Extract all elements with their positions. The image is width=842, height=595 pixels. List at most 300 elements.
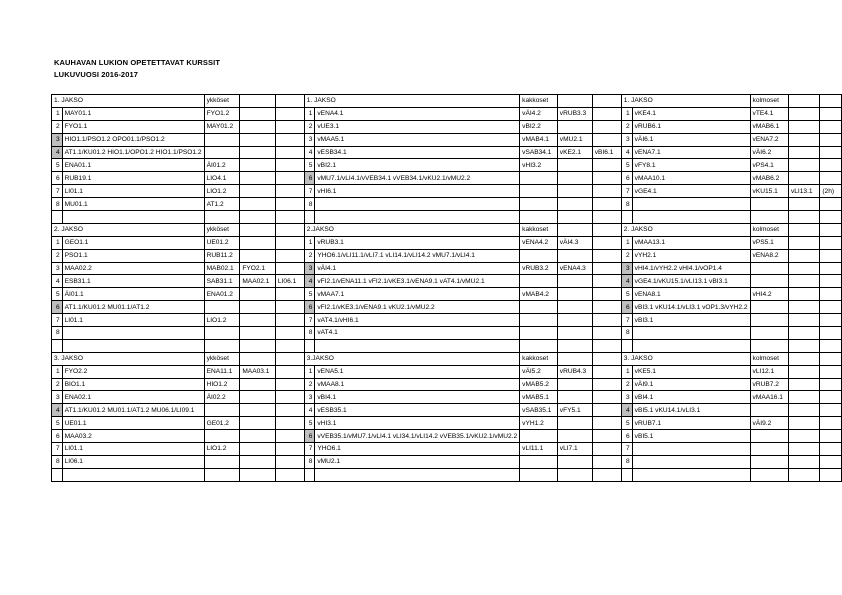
course-cell (592, 185, 621, 198)
course-cell (820, 314, 842, 327)
course-cell (788, 249, 819, 262)
course-cell (204, 455, 240, 468)
course-cell: ENA11.1 (204, 365, 240, 378)
slot-number: 2 (304, 378, 315, 391)
course-cell: UE01.2 (204, 236, 240, 249)
slot-number: 1 (304, 107, 315, 120)
table-row (52, 159, 842, 172)
period-label: 2. JAKSO (621, 223, 750, 236)
course-cell: GEO1.1 (62, 236, 204, 249)
table-cell (304, 339, 315, 352)
course-cell (820, 455, 842, 468)
slot-number: 2 (52, 120, 63, 133)
table-cell (632, 339, 750, 352)
slot-number: 4 (621, 275, 632, 288)
course-cell: UE01.1 (62, 417, 204, 430)
course-cell (788, 133, 819, 146)
course-cell (275, 107, 304, 120)
slot-number: 2 (621, 378, 632, 391)
course-cell: vESB35.1 (315, 404, 520, 417)
slot-number: 8 (52, 327, 63, 340)
course-cell (275, 443, 304, 456)
course-cell (557, 314, 592, 327)
course-cell: vBI2.2 (520, 120, 558, 133)
course-cell (788, 236, 819, 249)
course-cell: vSAB34.1 (520, 146, 558, 159)
table-cell (820, 339, 842, 352)
table-cell (304, 468, 315, 481)
course-cell: vENA5.1 (315, 365, 520, 378)
slot-number: 8 (52, 455, 63, 468)
slot-number: 3 (621, 391, 632, 404)
course-cell (557, 249, 592, 262)
table-cell (315, 468, 520, 481)
slot-number: 4 (304, 146, 315, 159)
period-label: 1. JAKSO (52, 95, 205, 108)
table-cell (788, 211, 819, 224)
course-cell (820, 198, 842, 211)
course-cell (240, 159, 276, 172)
table-cell (520, 339, 558, 352)
course-cell: vESB34.1 (315, 146, 520, 159)
table-cell (592, 468, 621, 481)
course-cell (557, 185, 592, 198)
course-cell (275, 301, 304, 314)
course-cell: vBI6.1 (592, 146, 621, 159)
course-cell: vLI13.1 (788, 185, 819, 198)
course-cell (788, 378, 819, 391)
table-cell (275, 223, 304, 236)
course-cell: vFY8.1 (632, 159, 750, 172)
table-row (52, 146, 842, 159)
course-cell: vYH2.1 (632, 249, 750, 262)
course-cell (820, 301, 842, 314)
table-cell (820, 352, 842, 365)
course-cell (820, 107, 842, 120)
course-cell (240, 443, 276, 456)
slot-number: 6 (52, 172, 63, 185)
course-cell (240, 417, 276, 430)
course-cell (240, 455, 276, 468)
course-cell: vENA4.2 (520, 236, 558, 249)
course-cell: vHI4.2 (750, 288, 788, 301)
course-cell (592, 120, 621, 133)
table-cell (592, 211, 621, 224)
course-cell (275, 120, 304, 133)
slot-number: 3 (52, 133, 63, 146)
table-cell (621, 468, 632, 481)
course-cell (750, 198, 788, 211)
group-label: kakkoset (520, 223, 558, 236)
course-cell (788, 301, 819, 314)
table-cell (240, 223, 276, 236)
course-cell (520, 430, 558, 443)
table-row (52, 417, 842, 430)
table-cell (820, 211, 842, 224)
table-row (52, 262, 842, 275)
table-row (52, 443, 842, 456)
slot-number: 8 (304, 198, 315, 211)
course-cell (788, 288, 819, 301)
course-cell (275, 314, 304, 327)
table-cell (820, 468, 842, 481)
course-cell (275, 185, 304, 198)
course-cell: vGE4.1/vKU15.1/vLI13.1 vBI3.1 (632, 275, 750, 288)
course-cell: LI06.1 (275, 275, 304, 288)
course-cell: vAT4.1 (315, 327, 520, 340)
course-cell: ÄI01.1 (62, 288, 204, 301)
course-cell: vRUB7.2 (750, 378, 788, 391)
course-cell (592, 314, 621, 327)
course-cell: vENA7.1 (632, 146, 750, 159)
table-cell (557, 339, 592, 352)
slot-number: 4 (621, 146, 632, 159)
course-cell: vÄI6.1 (632, 133, 750, 146)
course-cell: LIO1.2 (204, 185, 240, 198)
course-cell: vKU15.1 (750, 185, 788, 198)
course-cell: vMAA13.1 (632, 236, 750, 249)
course-cell (240, 391, 276, 404)
slot-number: 2 (52, 249, 63, 262)
course-cell (520, 314, 558, 327)
course-cell: vRUB6.1 (632, 120, 750, 133)
table-cell (750, 211, 788, 224)
course-cell: FYO1.1 (62, 120, 204, 133)
course-cell: HIO1.2 (204, 378, 240, 391)
course-cell (240, 133, 276, 146)
slot-number: 7 (621, 314, 632, 327)
course-cell (520, 275, 558, 288)
course-cell: AT1.2 (204, 198, 240, 211)
course-cell (820, 262, 842, 275)
table-cell (204, 339, 240, 352)
table-row (52, 365, 842, 378)
course-cell (632, 327, 750, 340)
course-cell: FYO1.2 (204, 107, 240, 120)
course-cell: vÄI6.2 (750, 146, 788, 159)
course-cell (788, 275, 819, 288)
slot-number: 8 (621, 327, 632, 340)
slot-number: 6 (304, 430, 315, 443)
table-row (52, 275, 842, 288)
table-cell (520, 211, 558, 224)
slot-number: 7 (52, 443, 63, 456)
course-cell (592, 249, 621, 262)
table-cell (52, 339, 63, 352)
course-cell (592, 262, 621, 275)
course-cell (592, 172, 621, 185)
table-cell (820, 95, 842, 108)
course-cell (557, 430, 592, 443)
slot-number: 2 (304, 120, 315, 133)
slot-number: 1 (621, 365, 632, 378)
table-row (52, 133, 842, 146)
period-header-row (52, 352, 842, 365)
course-cell (557, 455, 592, 468)
course-cell (240, 404, 276, 417)
course-cell (240, 288, 276, 301)
slot-number: 6 (304, 301, 315, 314)
course-cell (820, 378, 842, 391)
course-cell: vFI2.1/vENA11.1 vFI2.1/vKE3.1/vENA9.1 vAT4.1/vMU2.1 (315, 275, 520, 288)
course-cell: vMU2.1 (557, 133, 592, 146)
slot-number: 8 (304, 455, 315, 468)
spacer-row (52, 468, 842, 481)
course-cell (820, 133, 842, 146)
course-cell: vTE4.1 (750, 107, 788, 120)
course-cell: AT1.1/KU01.2 MU01.1/AT1.2 MU06.1/LI09.1 (62, 404, 204, 417)
slot-number: 5 (304, 288, 315, 301)
slot-number: 3 (304, 391, 315, 404)
course-cell (592, 391, 621, 404)
table-row (52, 455, 842, 468)
course-cell (275, 236, 304, 249)
course-cell (820, 430, 842, 443)
course-cell (750, 301, 788, 314)
course-cell (820, 417, 842, 430)
slot-number: 4 (621, 404, 632, 417)
course-cell: vENA8.2 (750, 249, 788, 262)
table-cell (557, 468, 592, 481)
slot-number: 6 (52, 301, 63, 314)
slot-number: 1 (304, 365, 315, 378)
course-cell (820, 443, 842, 456)
table-cell (275, 352, 304, 365)
course-cell (820, 172, 842, 185)
course-cell (275, 327, 304, 340)
course-cell (788, 327, 819, 340)
course-cell: vBI4.1 (632, 391, 750, 404)
table-cell (788, 95, 819, 108)
slot-number: 7 (621, 443, 632, 456)
table-cell (621, 339, 632, 352)
course-cell (750, 262, 788, 275)
course-cell (788, 120, 819, 133)
course-cell (275, 455, 304, 468)
course-cell: vBI5.1 (632, 430, 750, 443)
slot-number: 4 (52, 404, 63, 417)
course-cell: vLI7.1 (557, 443, 592, 456)
course-cell: vENA4.3 (557, 262, 592, 275)
table-cell (62, 468, 204, 481)
spacer-row (52, 211, 842, 224)
course-cell (557, 120, 592, 133)
slot-number: 4 (52, 146, 63, 159)
table-cell (592, 95, 621, 108)
course-cell (592, 365, 621, 378)
course-cell (820, 327, 842, 340)
course-cell: LIO1.2 (204, 314, 240, 327)
course-cell: vSAB35.1 (520, 404, 558, 417)
slot-number: 5 (304, 159, 315, 172)
course-cell: vHI3.1 (315, 417, 520, 430)
course-cell (275, 172, 304, 185)
course-cell: ÄI01.2 (204, 159, 240, 172)
slot-number: 7 (52, 185, 63, 198)
slot-number: 3 (621, 133, 632, 146)
course-cell: vMAB4.2 (520, 288, 558, 301)
slot-number: 3 (304, 133, 315, 146)
course-cell (788, 365, 819, 378)
course-cell (275, 198, 304, 211)
table-cell (204, 211, 240, 224)
course-cell (632, 443, 750, 456)
table-row (52, 288, 842, 301)
table-row (52, 236, 842, 249)
course-cell (592, 159, 621, 172)
course-cell (592, 404, 621, 417)
table-cell (275, 339, 304, 352)
course-cell: AT1.1/KU01.2 HIO1.1/OPO1.2 HIO1.1/PSO1.2 (62, 146, 204, 159)
course-cell (592, 378, 621, 391)
course-cell: MAA03.2 (62, 430, 204, 443)
course-cell: vRUB3.3 (557, 107, 592, 120)
period-label: 3. JAKSO (52, 352, 205, 365)
slot-number: 6 (621, 172, 632, 185)
table-row (52, 198, 842, 211)
document-title: KAUHAVAN LUKION OPETETTAVAT KURSSIT (54, 58, 220, 67)
course-cell: BIO1.1 (62, 378, 204, 391)
course-cell (788, 107, 819, 120)
slot-number: 8 (304, 327, 315, 340)
table-row (52, 172, 842, 185)
table-cell (62, 211, 204, 224)
course-cell (820, 288, 842, 301)
course-cell (520, 185, 558, 198)
slot-number: 7 (304, 314, 315, 327)
course-cell (240, 314, 276, 327)
slot-number: 1 (621, 107, 632, 120)
course-cell (557, 378, 592, 391)
course-cell (820, 275, 842, 288)
course-cell (557, 417, 592, 430)
slot-number: 3 (304, 262, 315, 275)
course-cell: vRUB3.2 (520, 262, 558, 275)
course-cell: LI06.1 (62, 455, 204, 468)
table-cell (240, 95, 276, 108)
course-cell (275, 133, 304, 146)
course-cell: vHI4.1/vYH2.2 vHI4.1/vOP1.4 (632, 262, 750, 275)
course-cell: LIO1.2 (204, 443, 240, 456)
slot-number: 2 (52, 378, 63, 391)
course-cell (820, 249, 842, 262)
course-cell (520, 301, 558, 314)
course-cell: vMAB5.1 (520, 391, 558, 404)
course-cell: vENA7.2 (750, 133, 788, 146)
group-label: kakkoset (520, 95, 558, 108)
period-label: 3.JAKSO (304, 352, 519, 365)
course-cell (275, 391, 304, 404)
course-cell: RUB11.2 (204, 249, 240, 262)
table-row (52, 107, 842, 120)
slot-number: 4 (304, 275, 315, 288)
table-row (52, 404, 842, 417)
course-cell: RUB19.1 (62, 172, 204, 185)
group-label: ykköset (204, 352, 240, 365)
course-cell: ESB31.1 (62, 275, 204, 288)
course-cell (240, 430, 276, 443)
course-cell (592, 275, 621, 288)
slot-number: 4 (304, 404, 315, 417)
course-cell: vYH1.2 (520, 417, 558, 430)
slot-number: 6 (621, 430, 632, 443)
table-row (52, 185, 842, 198)
table-cell (240, 352, 276, 365)
slot-number: 5 (621, 417, 632, 430)
course-cell: FYO2.2 (62, 365, 204, 378)
course-cell: ÄI02.2 (204, 391, 240, 404)
course-cell: vBI3.1 vKU14.1/vLI3.1 vOP1.3/vYH2.2 (632, 301, 750, 314)
course-cell: vPS4.1 (750, 159, 788, 172)
course-cell: LI01.1 (62, 443, 204, 456)
slot-number: 7 (52, 314, 63, 327)
table-cell (304, 211, 315, 224)
course-cell (788, 146, 819, 159)
course-cell: SAB31.1 (204, 275, 240, 288)
course-cell (750, 314, 788, 327)
course-cell (315, 198, 520, 211)
course-cell (204, 327, 240, 340)
table-cell (632, 468, 750, 481)
table-cell (520, 468, 558, 481)
course-cell: vBI3.1 (632, 314, 750, 327)
group-label: ykköset (204, 95, 240, 108)
course-cell (240, 146, 276, 159)
course-cell: vMAA16.1 (750, 391, 788, 404)
course-cell (520, 327, 558, 340)
course-cell: MU01.1 (62, 198, 204, 211)
course-cell (275, 262, 304, 275)
course-cell (240, 185, 276, 198)
slot-number: 5 (52, 288, 63, 301)
course-cell (788, 443, 819, 456)
course-cell (788, 172, 819, 185)
course-cell: ENA01.1 (62, 159, 204, 172)
course-cell: vENA4.1 (315, 107, 520, 120)
table-cell (788, 339, 819, 352)
course-cell: GE01.2 (204, 417, 240, 430)
course-cell (788, 430, 819, 443)
slot-number: 1 (52, 236, 63, 249)
course-cell: LIO4.1 (204, 172, 240, 185)
course-cell: vMAB6.2 (750, 172, 788, 185)
slot-number: 6 (52, 430, 63, 443)
course-cell: MAB02.1 (204, 262, 240, 275)
course-cell (275, 430, 304, 443)
table-cell (750, 468, 788, 481)
slot-number: 5 (52, 159, 63, 172)
course-cell (275, 249, 304, 262)
slot-number: 3 (621, 262, 632, 275)
table-row (52, 430, 842, 443)
table-cell (52, 211, 63, 224)
table-row (52, 391, 842, 404)
period-label: 2. JAKSO (52, 223, 205, 236)
period-label: 1. JAKSO (304, 95, 519, 108)
course-cell (750, 404, 788, 417)
course-cell: LI01.1 (62, 314, 204, 327)
slot-number: 2 (621, 249, 632, 262)
slot-number: 3 (52, 262, 63, 275)
course-cell: vRUB3.1 (315, 236, 520, 249)
course-cell (820, 120, 842, 133)
course-cell (632, 198, 750, 211)
course-cell (275, 288, 304, 301)
table-row (52, 378, 842, 391)
course-cell (750, 327, 788, 340)
table-row (52, 301, 842, 314)
course-cell: vMAB5.2 (520, 378, 558, 391)
